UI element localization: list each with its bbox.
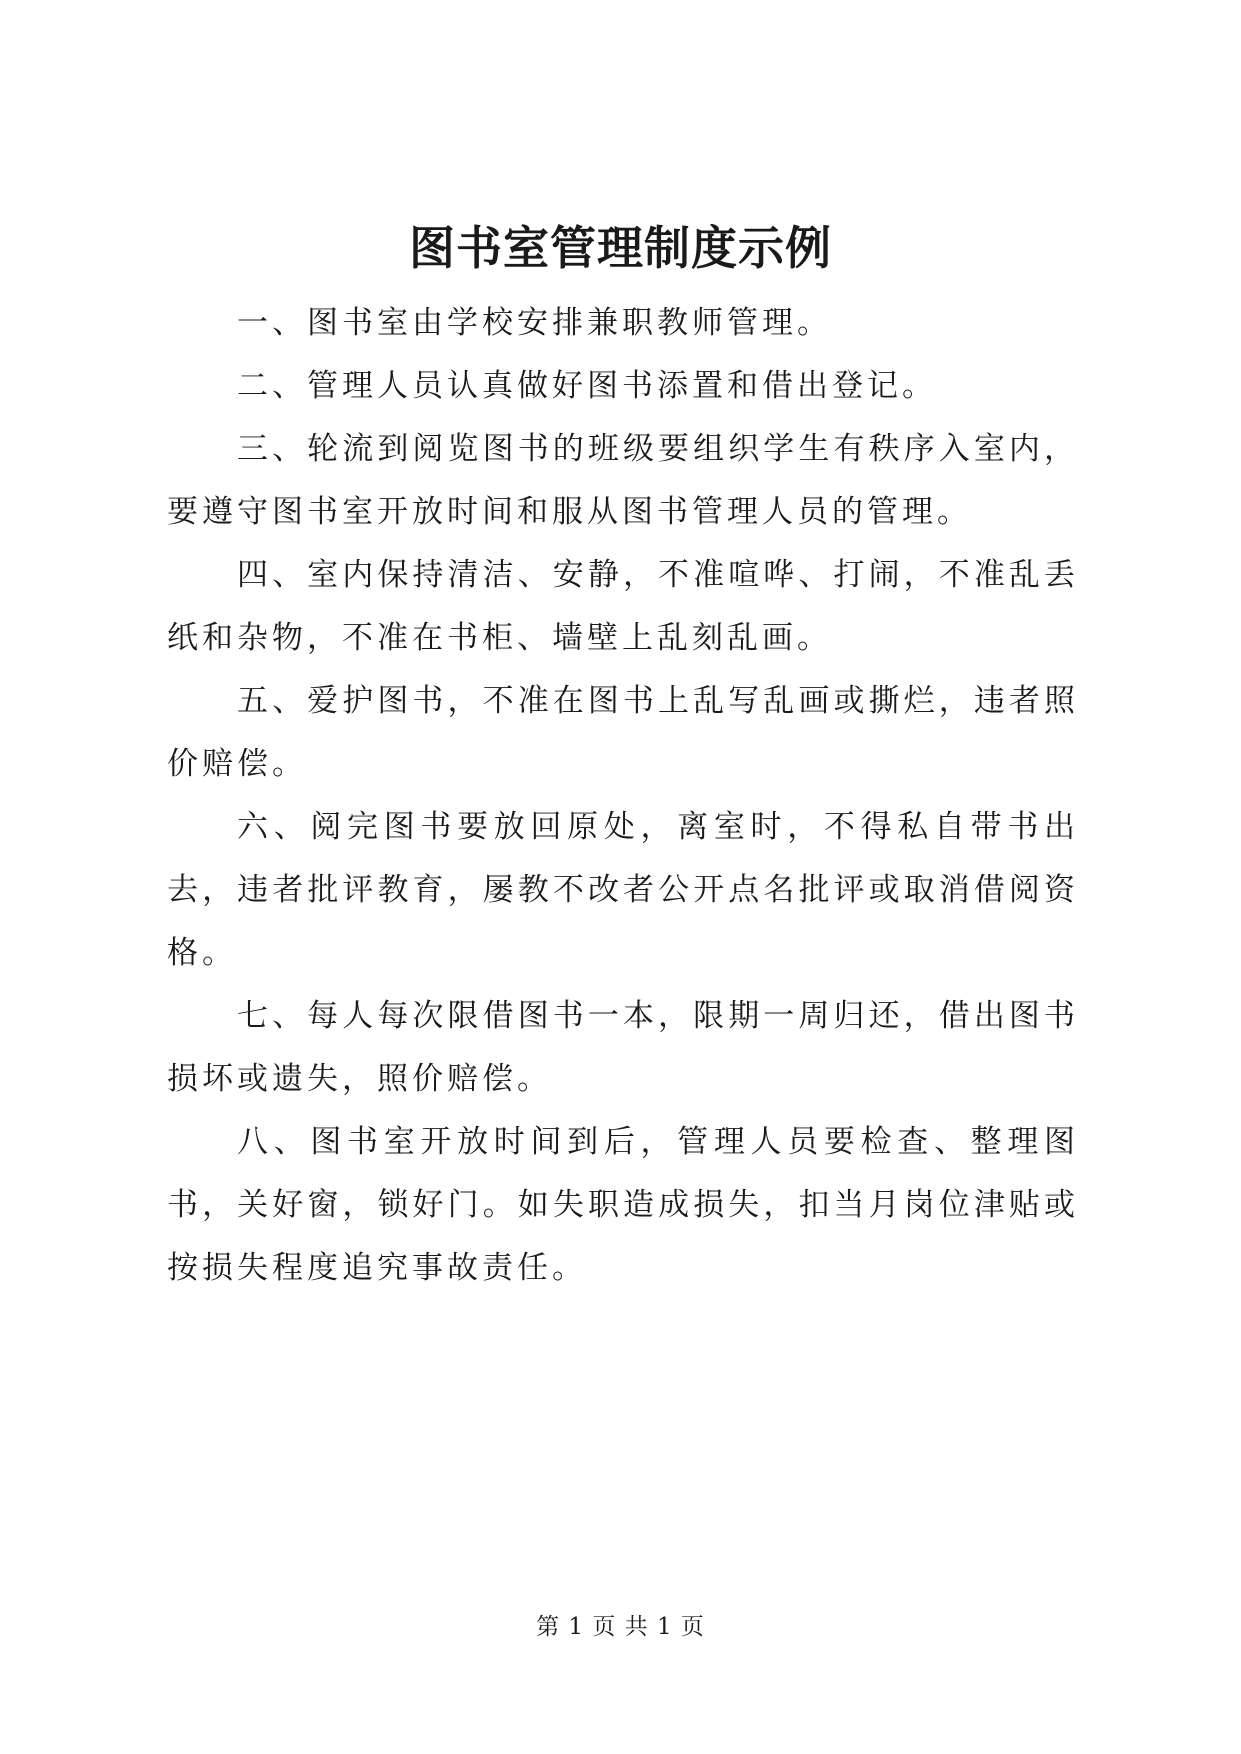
page-footer: 第 1 页 共 1 页 <box>536 1614 705 1640</box>
rule-paragraph-8: 八、图书室开放时间到后，管理人员要检查、整理图书，关好窗，锁好门。如失职造成损失，扣当月岗位津贴或按损失程度追究事故责任。 <box>167 1124 1079 1286</box>
rule-paragraph-7: 七、每人每次限借图书一本，限期一周归还，借出图书损坏或遗失，照价赔偿。 <box>167 998 1079 1097</box>
rule-paragraph-2: 二、管理人员认真做好图书添置和借出登记。 <box>237 368 937 404</box>
rule-paragraph-1: 一、图书室由学校安排兼职教师管理。 <box>237 305 832 341</box>
rule-paragraph-5: 五、爱护图书，不准在图书上乱写乱画或撕烂，违者照价赔偿。 <box>167 683 1079 782</box>
rule-paragraph-3: 三、轮流到阅览图书的班级要组织学生有秩序入室内，要遵守图书室开放时间和服从图书管理人员的管理。 <box>167 431 1079 530</box>
document-body <box>167 292 1079 1300</box>
document-title: 图书室管理制度示例 <box>409 221 832 275</box>
rule-paragraph-6: 六、阅完图书要放回原处，离室时，不得私自带书出去，违者批评教育，屡教不改者公开点名批评或取消借阅资格。 <box>167 809 1079 971</box>
rule-paragraph-4: 四、室内保持清洁、安静，不准喧哗、打闹，不准乱丢纸和杂物，不准在书柜、墙壁上乱刻乱画。 <box>167 557 1079 656</box>
